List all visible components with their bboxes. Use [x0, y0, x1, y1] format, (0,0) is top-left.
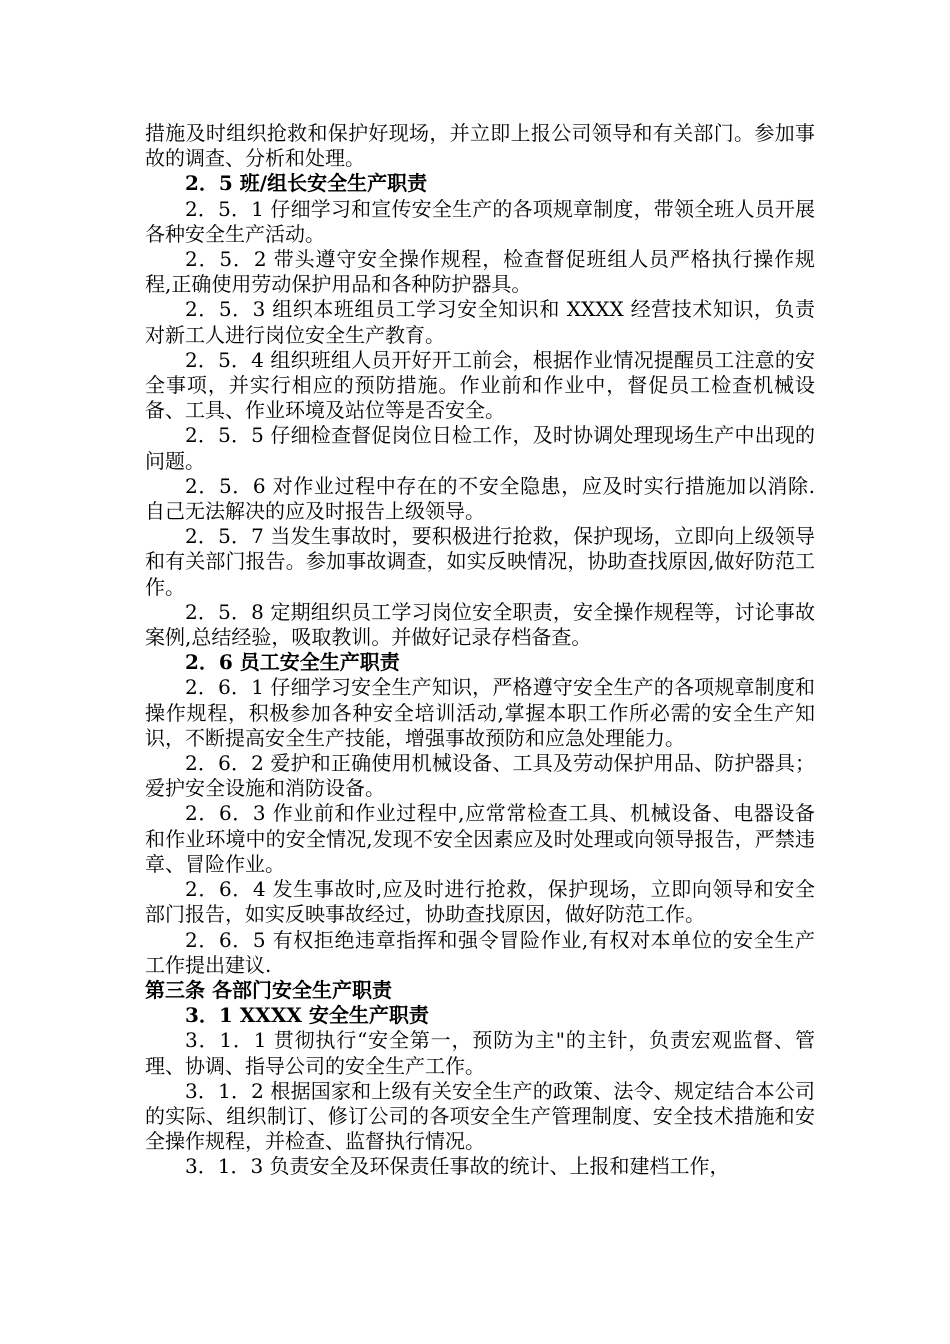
- paragraph: 2．6．2 爱护和正确使用机械设备、工具及劳动保护用品、防护器具；爱护安全设施和消防设备。: [145, 751, 815, 801]
- paragraph: 3．1．3 负责安全及环保责任事故的统计、上报和建档工作，: [185, 1154, 730, 1179]
- paragraph: 2．6．4 发生事故时,应及时进行抢救，保护现场，立即向领导和安全部门报告，如实反映事故经过，协助查找原因，做好防范工作。: [145, 877, 815, 927]
- paragraph: 2．6．5 有权拒绝违章指挥和强令冒险作业,有权对本单位的安全生产工作提出建议.: [145, 927, 815, 977]
- paragraph: 3．1．1 贯彻执行“安全第一，预防为主"的主针，负责宏观监督、管理、协调、指导公司的安全生产工作。: [145, 1028, 815, 1078]
- paragraph: 2．5．7 当发生事故时，要积极进行抢救，保护现场，立即向上级领导和有关部门报告。参加事故调查，如实反映情况，协助查找原因,做好防范工作。: [145, 524, 815, 599]
- paragraph: 2．5．2 带头遵守安全操作规程，检查督促班组人员严格执行操作规程,正确使用劳动保护用品和各种防护器具。: [145, 247, 815, 297]
- paragraph: 2．5．4 组织班组人员开好开工前会，根据作业情况提醒员工注意的安全事项，并实行相应的预防措施。作业前和作业中，督促员工检查机械设备、工具、作业环境及站位等是否安全。: [145, 347, 815, 423]
- paragraph: 2．5．8 定期组织员工学习岗位安全职责，安全操作规程等，讨论事故案例,总结经验，吸取教训。并做好记录存档备查。: [145, 599, 815, 650]
- paragraph: 2．5．5 仔细检查督促岗位日检工作，及时协调处理现场生产中出现的问题。: [145, 423, 815, 473]
- section-heading: 2．5 班/组长安全生产职责: [185, 171, 428, 196]
- paragraph: 2．5．6 对作业过程中存在的不安全隐患，应及时实行措施加以消除.自己无法解决的应及时报告上级领导。: [145, 473, 815, 524]
- paragraph: 2．5．1 仔细学习和宣传安全生产的各项规章制度，带领全班人员开展各种安全生产活动。: [145, 196, 815, 246]
- paragraph: 措施及时组织抢救和保护好现场，并立即上报公司领导和有关部门。参加事故的调查、分析和处理。: [145, 121, 815, 171]
- paragraph: 2．6．1 仔细学习安全生产知识，严格遵守安全生产的各项规章制度和操作规程，积极参加各种安全培训活动,掌握本职工作所必需的安全生产知识，不断提高安全生产技能，增强事故预防和应急处理能力。: [145, 675, 815, 750]
- article-heading: 第三条 各部门安全生产职责: [145, 977, 392, 1002]
- section-heading: 2．6 员工安全生产职责: [185, 650, 400, 675]
- paragraph: 2．6．3 作业前和作业过程中,应常常检查工具、机械设备、电器设备和作业环境中的安全情况,发现不安全因素应及时处理或向领导报告，严禁违章、冒险作业。: [145, 801, 815, 876]
- document-page: [145, 121, 815, 1180]
- section-heading: 3．1 XXXX 安全生产职责: [185, 1003, 429, 1028]
- paragraph: 3．1．2 根据国家和上级有关安全生产的政策、法令、规定结合本公司的实际、组织制订、修订公司的各项安全生产管理制度、安全技术措施和安全操作规程，并检查、监督执行情况。: [145, 1078, 815, 1154]
- paragraph: 2．5．3 组织本班组员工学习安全知识和 XXXX 经营技术知识，负责对新工人进行岗位安全生产教育。: [145, 297, 815, 347]
